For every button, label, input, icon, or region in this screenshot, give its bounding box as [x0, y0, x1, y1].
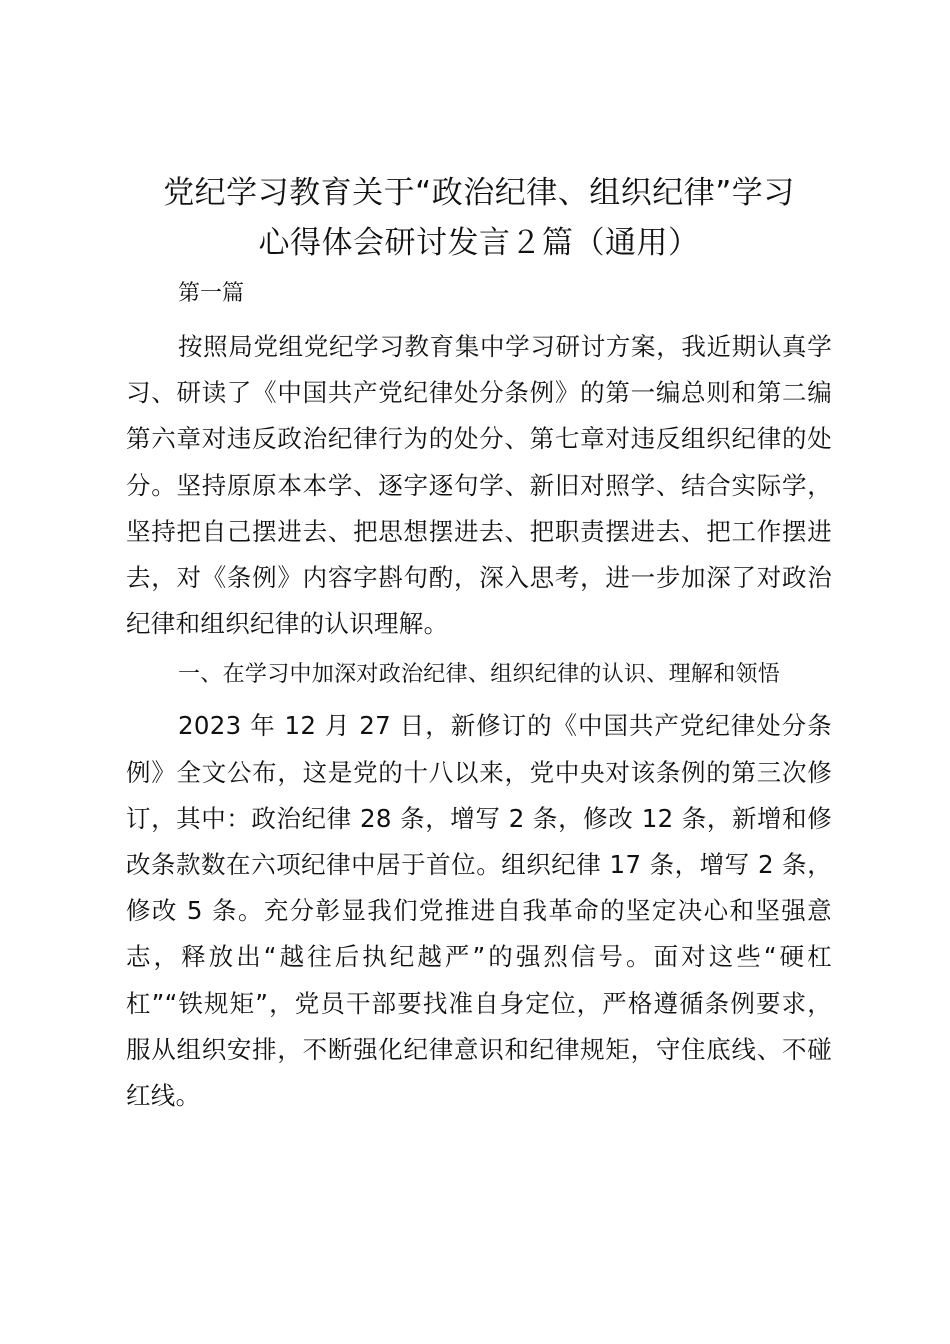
title-line-1: 党纪学习教育关于“政治纪律、组织纪律”学习 — [163, 175, 795, 211]
document-title — [126, 168, 832, 268]
paragraph-intro: 按照局党组党纪学习教育集中学习研讨方案，我近期认真学习、研读了《中国共产党纪律处分条例》的第一编总则和第二编第六章对违反政治纪律行为的处分、第七章对违反组织纪律的处分。坚持原原本本学、逐字逐句学、新旧对照学、结合实际学，坚持把自己摆进去、把思想摆进去、把职责摆进去、把工作摆进去，对《条例》内容字斟句酌，深入思考，进一步加深了对政治纪律和组织纪律的认识理解。 — [126, 332, 832, 639]
paragraph-body: 2023 年 12 月 27 日，新修订的《中国共产党纪律处分条例》全文公布，这是党的十八以来，党中央对该条例的第三次修订，其中：政治纪律 28 条，增写 2 条，修改 12 条，新增和修改条款数在六项纪律中居于首位。组织纪律 17 条，增写 2 条，修改 5 条。充分彰显我们党推进自我革命的坚定决心和坚强意志，释放出“越往后执纪越严”的强烈信号。面对这些“硬杠杠”“铁规矩”，党员干部要找准自身定位，严格遵循条例要求，服从组织安排，不断强化纪律意识和纪律规矩，守住底线、不碰红线。 — [126, 711, 832, 1111]
document-body — [126, 168, 832, 1119]
section-heading-1: 一、在学习中加深对政治纪律、组织纪律的认识、理解和领悟 — [178, 662, 781, 688]
title-line-2: 心得体会研讨发言２篇（通用） — [258, 225, 700, 261]
section-label: 第一篇 — [178, 281, 245, 306]
